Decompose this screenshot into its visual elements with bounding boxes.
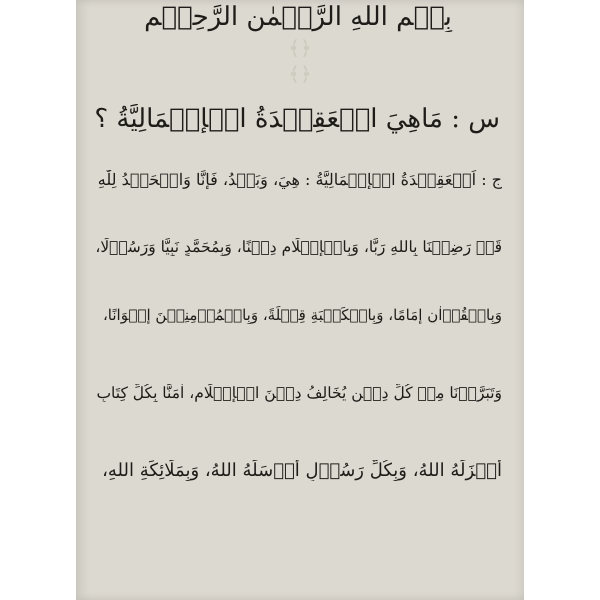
basmala-heading: بِسۡمِ اللهِ الرَّحۡمٰنِ الرَّحِيۡمِ	[144, 2, 452, 32]
answer-line-5: أَنۡزَلَهُ اللهُ، وَبِكُلِّ رَسُوۡلٍ أَرۡسَلَهُ اللهُ، وَبِمَلَائِكَةِ اللهِ،	[102, 460, 502, 481]
answer-line-3: وَبِالۡقُرۡاٰنِ إِمَامًا، وَبِالۡكَعۡبَةِ قِبۡلَةً، وَبِالۡمُؤۡمِنِيۡنَ إِخۡوَانًا،	[102, 306, 502, 324]
show-through-text: ﴿﴾	[288, 36, 312, 60]
answer-line-1: ج : اَلۡعَقِيۡدَةُ الۡإِجۡمَالِيَّةُ : هِيَ، وَبَعۡدُ، فَإِنَّا وَالۡحَمۡدُ لِلّٰهِ	[97, 170, 502, 189]
answer-line-4: وَتَبَرَّأۡنَا مِنۡ كُلِّ دِيۡنٍ يُخَالِفُ دِيۡنَ الۡإِسۡلَامِ، اٰمَنَّا بِكُلِّ كِتَابٍ	[96, 384, 502, 402]
question-line: س : مَاهِيَ الۡعَقِيۡدَةُ الۡإِجۡمَالِيَّةُ ؟	[94, 104, 500, 134]
show-through-text: ﴿﴾	[288, 62, 312, 86]
book-page	[76, 0, 524, 600]
answer-line-2: قَدۡ رَضِيۡنَا بِاللهِ رَبًّا، وَبِالۡإِسۡلَامِ دِيۡنًا، وَبِمُحَمَّدٍ نَبِيًّا وَرَسُوۡلًا،	[95, 238, 502, 256]
